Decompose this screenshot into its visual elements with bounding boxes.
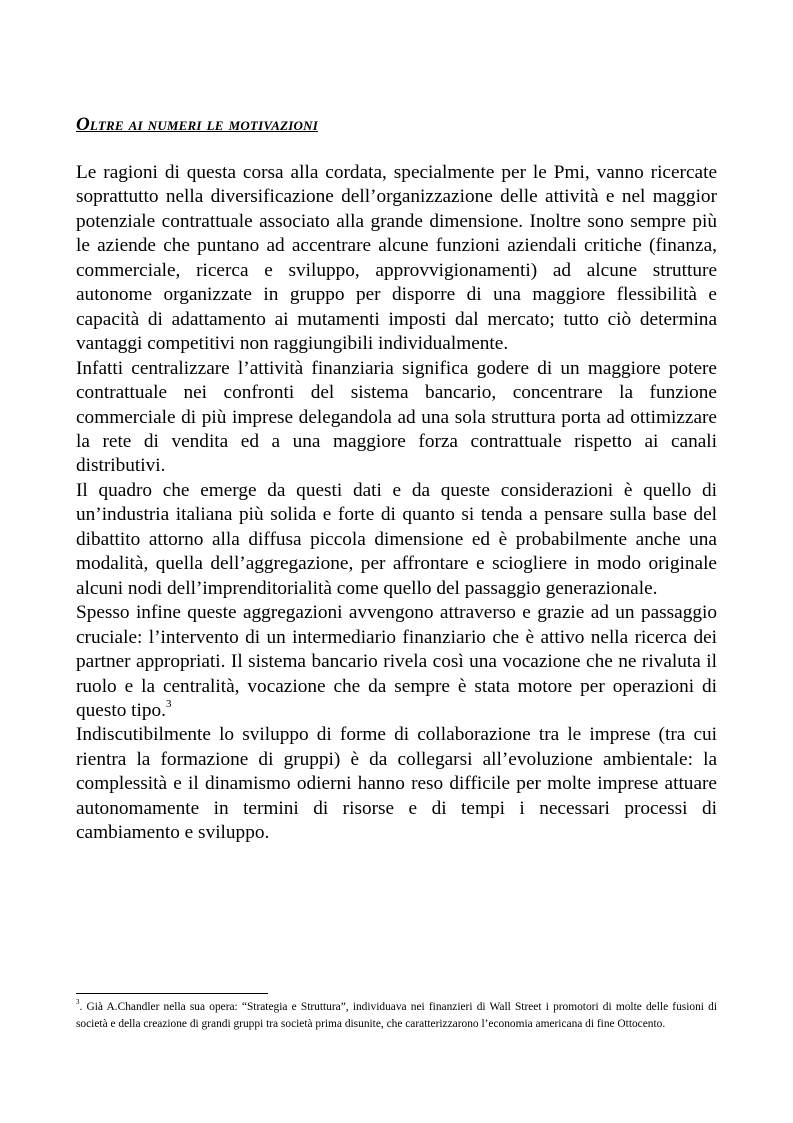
paragraph-5-text: Indiscutibilmente lo sviluppo di forme di collaborazione tra le imprese (tra cui rientra la formazione di gruppi) è da collegarsi all’evoluzione ambientale: la complessità e il dinamismo odierni hanno reso difficile per molte imprese attuare autonomamente in termini di risorse e di tempi i necessari processi di cambiamento e sviluppo. — [76, 724, 717, 844]
paragraph-2 — [76, 357, 717, 479]
paragraph-4-text: Spesso infine queste aggregazioni avvengono attraverso e grazie ad un passaggio cruciale: l’intervento di un intermediario finanziario che è attivo nella ricerca dei partner appropriati. Il sistema bancario rivela così una vocazione che ne rivaluta il ruolo e la centralità, vocazione che da sempre è stata motore per operazioni di questo tipo. — [76, 602, 717, 721]
paragraph-5 — [76, 723, 717, 845]
paragraph-3 — [76, 479, 717, 601]
body-text — [76, 161, 717, 846]
footnote-reference: 3 — [165, 697, 172, 710]
paragraph-1 — [76, 161, 717, 357]
paragraph-3-text: Il quadro che emerge da questi dati e da queste considerazioni è quello di un’industria italiana più solida e forte di quanto si tenda a pensare sulla base del dibattito attorno alla diffusa piccola dimensione ed è probabilmente anche una modalità, quella dell’aggregazione, per affrontare e sciogliere in modo originale alcuni nodi dell’imprenditorialità come quello del passaggio generazionale. — [76, 479, 717, 599]
paragraph-4 — [76, 601, 717, 723]
footnote — [76, 999, 717, 1032]
footnote-separator — [76, 993, 268, 994]
footnote-marker: 3 — [76, 998, 80, 1007]
paragraph-1-text: Le ragioni di questa corsa alla cordata, specialmente per le Pmi, vanno ricercate soprattutto nella diversificazione dell’organizzazione delle attività e nel maggior potenziale contrattuale associato alla grande dimensione. Inoltre sono sempre più le aziende che puntano ad accentrare alcune funzioni aziendali critiche (finanza, commerciale, ricerca e sviluppo, approvvigionamenti) ad alcune strutture autonome organizzate in gruppo per disporre di una maggiore flessibilità e capacità di adattamento ai mutamenti imposti dal mercato; tutto ciò determina vantaggi competitivi non raggiungibili individualmente. — [76, 162, 717, 355]
paragraph-2-text: Infatti centralizzare l’attività finanziaria significa godere di un maggiore potere contrattuale nei confronti del sistema bancario, concentrare la funzione commerciale di più imprese delegandola ad una sola struttura porta ad ottimizzare la rete di vendita ed a una maggiore forza contrattuale rispetto ai canali distributivi. — [76, 357, 717, 477]
section-heading: Oltre ai numeri le motivazioni — [76, 114, 318, 135]
footnote-text: . Già A.Chandler nella sua opera: “Strategia e Struttura”, individuava nei finanzieri di Wall Street i promotori di molte delle fusioni di società e della creazione di grandi gruppi tra società prima disunite, che caratterizzarono l’economia americana di fine Ottocento. — [76, 1001, 717, 1030]
